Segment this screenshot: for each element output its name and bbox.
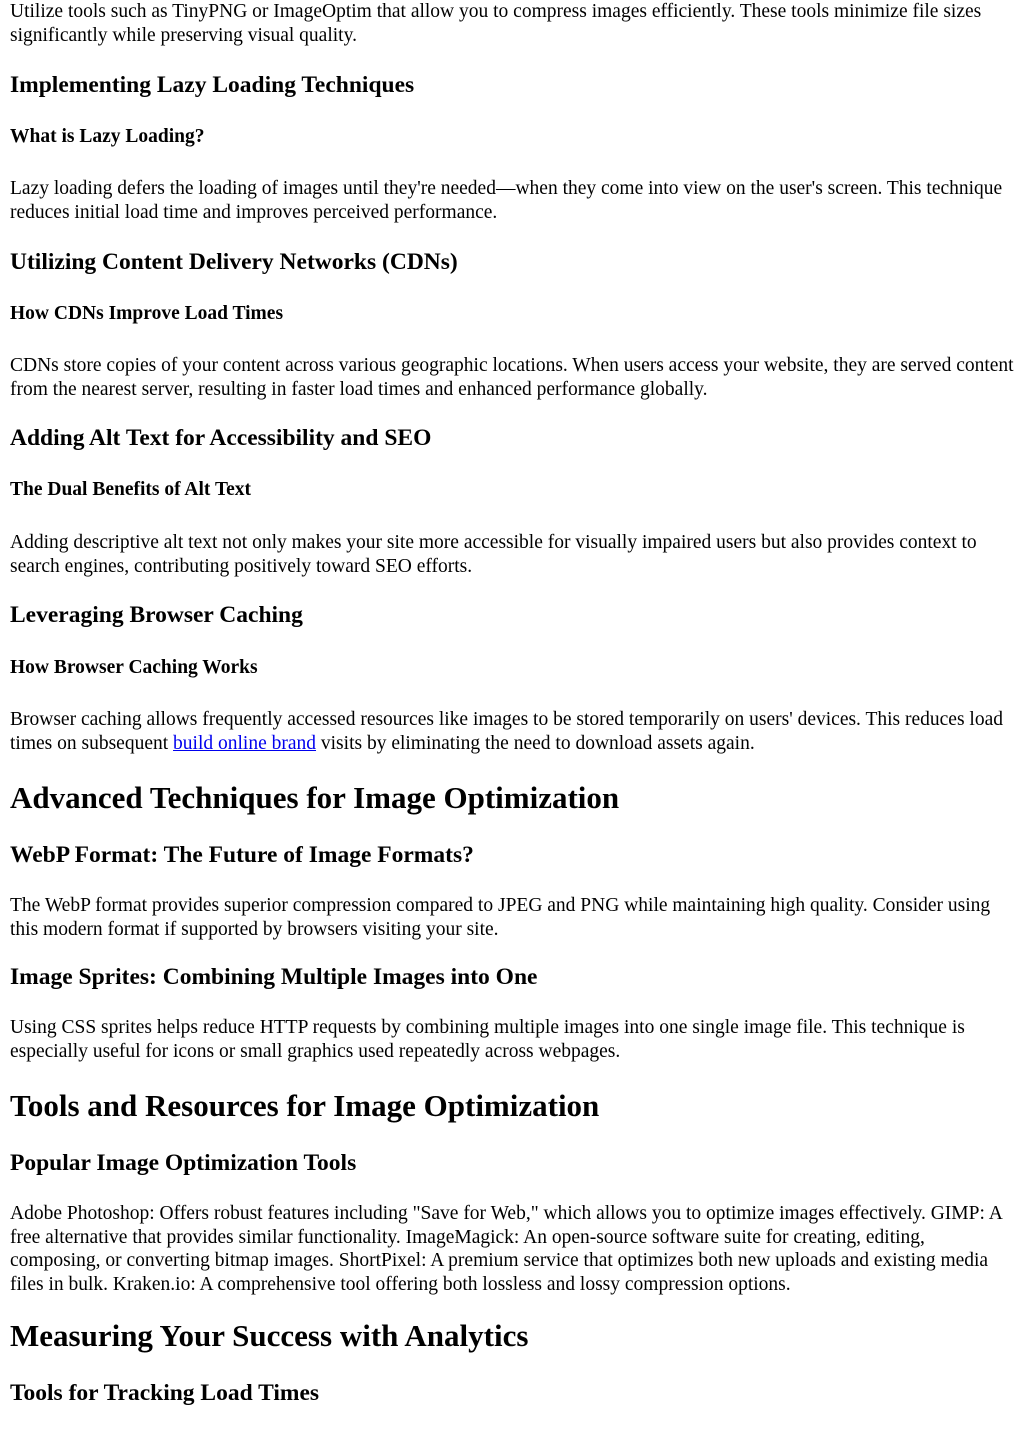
subheading-how-caching-works: How Browser Caching Works — [10, 657, 258, 678]
subheading-what-is-lazy-loading: What is Lazy Loading? — [10, 126, 205, 147]
heading-lazy-loading: Implementing Lazy Loading Techniques — [10, 72, 415, 98]
alt-text-paragraph: Adding descriptive alt text not only makes your site more accessible for visually impaired users but also provides context to search engines, contributing positively toward SEO efforts. — [10, 532, 977, 577]
build-online-brand-link[interactable]: build online brand — [173, 732, 317, 754]
webp-paragraph: The WebP format provides superior compression compared to JPEG and PNG while maintaining high quality. Consider using this modern format if supported by browsers visiting your site. — [10, 895, 991, 940]
heading-webp-format: WebP Format: The Future of Image Formats? — [10, 842, 474, 868]
heading-tracking-load-times: Tools for Tracking Load Times — [10, 1380, 320, 1406]
cdn-paragraph: CDNs store copies of your content across various geographic locations. When users access your website, they are served content from the nearest server, resulting in faster load times and enhanced performance globally. — [10, 355, 1014, 400]
subheading-dual-benefits: The Dual Benefits of Alt Text — [10, 479, 252, 500]
popular-tools-paragraph: Adobe Photoshop: Offers robust features including "Save for Web," which allows you to optimize images effectively. GIMP: A free alternative that provides similar functionality. ImageMagick: An open-source software suite for creating, editing, composing, or converting bitmap images. ShortPixel: A premium service that optimizes both new uploads and existing media files in bulk. Kraken.io: A comprehensive tool offering both lossless and lossy compression options. — [10, 1203, 1002, 1295]
subheading-how-cdns: How CDNs Improve Load Times — [10, 303, 284, 324]
heading-alt-text: Adding Alt Text for Accessibility and SEO — [10, 425, 432, 451]
heading-popular-tools: Popular Image Optimization Tools — [10, 1150, 357, 1176]
heading-browser-caching: Leveraging Browser Caching — [10, 602, 303, 628]
heading-measuring-success: Measuring Your Success with Analytics — [10, 1318, 529, 1353]
caching-paragraph — [10, 708, 1014, 755]
lazy-loading-paragraph: Lazy loading defers the loading of images until they're needed—when they come into view on the user's screen. This technique reduces initial load time and improves perceived performance. — [10, 178, 1003, 223]
caching-text-before: Browser caching allows frequently accessed resources like images to be stored temporarily on users' devices. This reduces load times on subsequent — [10, 709, 1003, 754]
intro-paragraph: Utilize tools such as TinyPNG or ImageOptim that allow you to compress images efficiently. These tools minimize file sizes significantly while preserving visual quality. — [10, 1, 982, 46]
caching-text-after: visits by eliminating the need to download assets again. — [316, 732, 755, 754]
heading-advanced-techniques: Advanced Techniques for Image Optimization — [10, 780, 620, 815]
heading-cdns: Utilizing Content Delivery Networks (CDNs) — [10, 249, 458, 275]
heading-tools-resources: Tools and Resources for Image Optimization — [10, 1088, 600, 1123]
sprites-paragraph: Using CSS sprites helps reduce HTTP requests by combining multiple images into one single image file. This technique is especially useful for icons or small graphics used repeatedly across webpages. — [10, 1017, 965, 1062]
heading-image-sprites: Image Sprites: Combining Multiple Images into One — [10, 964, 538, 990]
